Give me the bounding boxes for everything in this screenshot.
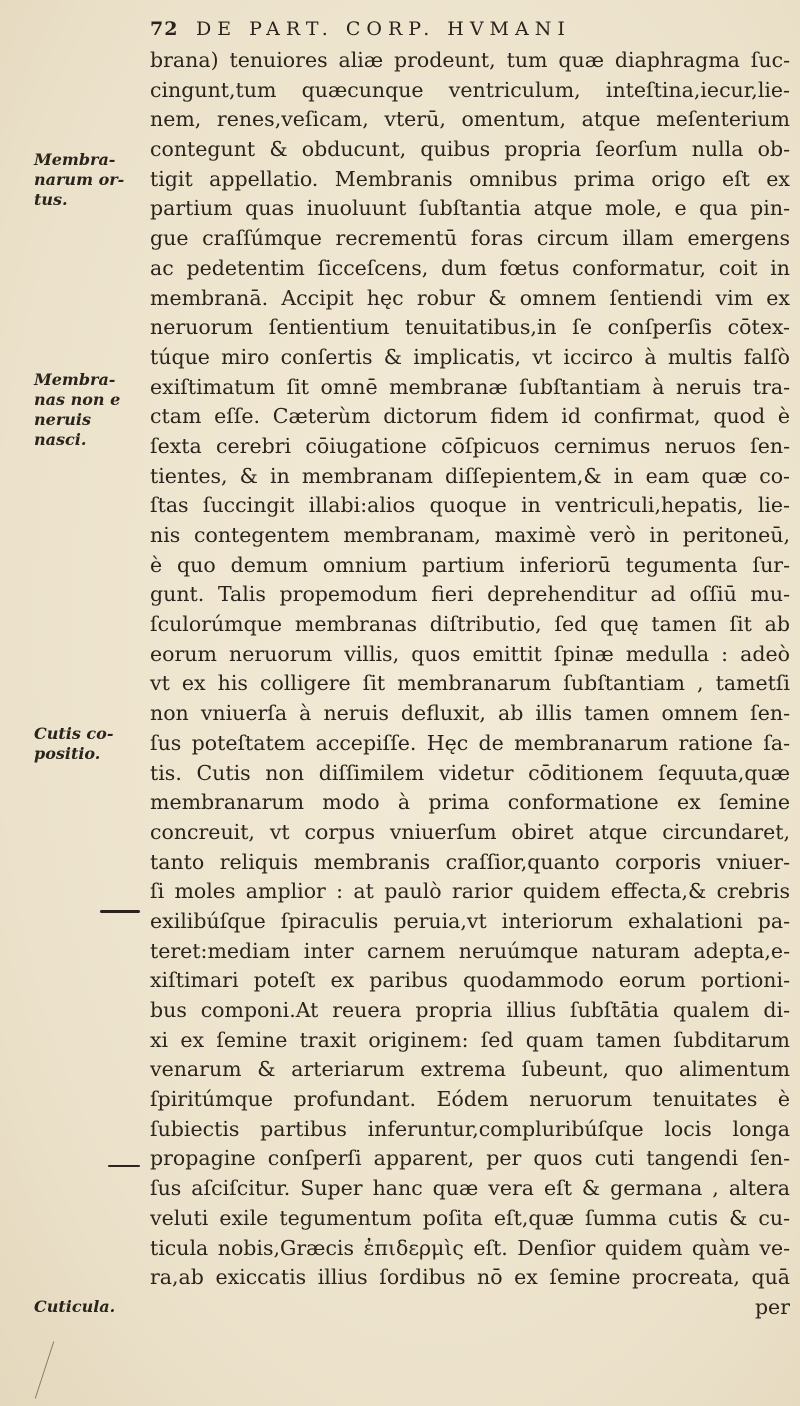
margin-note-line: Membra- [34,150,116,169]
margin-note-line: neruis [34,410,91,429]
margin-note-membranas-non-e-neruis [34,370,146,450]
text-line: venarum & arteriarum extrema ſubeunt, quo alimentum [150,1057,790,1082]
text-line: ſtas ſuccingit illabi:alios quoque in ventriculi,hepatis, lie- [150,493,790,518]
margin-note-line: positio. [34,744,101,763]
text-line: tanto reliquis membranis craſſior,quanto corporis vniuer- [150,849,790,874]
text-line: ſexta cerebri cōiugatione cōſpicuos cernimus neruos ſen- [150,433,790,458]
margin-note-line: narum or- [34,170,125,189]
text-line: exilibúſque ſpiraculis peruia,vt interiorum exhalationi pa- [150,908,790,933]
text-line: gunt. Talis propemodum fieri deprehenditur ad oſſiū mu- [150,582,790,607]
text-line: neruorum ſentientium tenuitatibus,in ſe conſperſis cōtex- [150,315,790,340]
text-line: xi ex ſemine traxit originem: ſed quam tamen ſubditarum [150,1027,790,1052]
text-line: tis. Cutis non diſſimilem videtur cōditionem ſequuta,quæ [150,760,790,785]
margin-dash-mark [100,910,140,913]
text-line: contegunt & obducunt, quibus propria ſeorſum nulla ob- [150,137,790,162]
text-line: è quo demum omnium partium inferiorū tegumenta ſur- [150,552,790,577]
margin-note-line: Cutis co- [34,724,114,743]
text-line: veluti exile tegumentum poſita eſt,quæ ſumma cutis & cu- [150,1205,790,1230]
running-head-title: DE PART. CORP. HVMANI [196,18,571,40]
text-line: propagine conſperſi apparent, per quos cuti tangendi ſen- [150,1146,790,1171]
text-line: nis contegentem membranam, maximè verò in peritoneū, [150,523,790,547]
text-line: tientes, & in membranam diſſepientem,& in eam quæ co- [150,463,790,488]
text-line: tigit appellatio. Membranis omnibus prima origo eſt ex [150,166,790,191]
running-head [150,10,750,46]
text-line: ſubiectis partibus inferuntur,compluribúſque locis longa [150,1116,790,1141]
text-line: ſi moles amplior : at paulò rarior quidem effecta,& crebris [150,879,790,904]
text-line: partium quas inuoluunt ſubſtantia atque mole, e qua pin- [150,196,790,221]
text-line: ra,ab exiccatis illius ſordibus nō ex ſemine procreata, quā [150,1265,790,1290]
text-line: ctam eſſe. Cæterùm dictorum fidem id confirmat, quod è [150,404,790,429]
margin-note-line: tus. [34,190,68,209]
text-line: ac pedetentim ſicceſcens, dum fœtus conformatur, coit in [150,255,790,280]
text-line: non vniuerſa à neruis defluxit, ab illis tamen omnem ſen- [150,701,790,726]
margin-note-line: nas non e [34,390,121,409]
margin-note-line: nasci. [34,430,87,449]
text-line: vt ex his colligere ſit membranarum ſubſtantiam , tametſi [150,671,790,696]
text-line: túque miro conſertis & implicatis, vt iccirco à multis falſò [150,344,790,369]
page-number: 72 [150,18,179,40]
text-line: membranā. Accipit hęc robur & omnem ſentiendi vim ex [150,285,790,310]
text-line: ticula nobis,Græcis ἐπιδερμὶς eſt. Denſior quidem quàm ve- [150,1235,790,1260]
margin-note-line: Membra- [34,370,116,389]
text-line: gue craſſúmque recrementū foras circum illam emergens [150,226,790,251]
text-line: concreuit, vt corpus vniuerſum obiret atque circundaret, [150,819,790,844]
text-line: per [754,1294,790,1319]
body-text [150,46,790,1323]
text-line: eorum neruorum villis, quos emittit ſpinæ medulla : adeò [150,641,790,666]
text-line: teret:mediam inter carnem neruúmque naturam adepta,e- [150,938,790,963]
text-line: exiſtimatum ſit omnē membranæ ſubſtantiam à neruis tra- [150,374,790,399]
ink-stroke-mark [35,1341,54,1398]
text-line: ſus poteſtatem accepiſſe. Hęc de membranarum ratione ſa- [150,730,790,755]
text-line: nem, renes,veſicam, vterū, omentum, atque meſenterium [150,107,790,132]
text-line: brana) tenuiores aliæ prodeunt, tum quæ diaphragma ſuc- [150,48,790,72]
text-line: ſus aſciſcitur. Super hanc quæ vera eſt & germana , altera [150,1176,790,1201]
text-line: ſpiritúmque profundant. Eódem neruorum tenuitates è [150,1087,790,1112]
margin-note-cuticula [34,1297,146,1317]
text-line: ſculorúmque membranas diſtributio, ſed quę tamen ſit ab [150,612,790,637]
margin-note-cutis-compositio [34,724,146,764]
text-line: xiſtimari poteſt ex paribus quodammodo eorum portioni- [150,968,790,993]
text-line: cingunt,tum quæcunque ventriculum, inteſtina,iecur,lie- [150,77,790,102]
margin-note-line: Cuticula. [34,1297,116,1316]
margin-note-membranarum-ortus [34,150,146,210]
margin-dash-mark [108,1165,140,1167]
text-line: bus componi.At reuera propria illius ſubſtātia qualem di- [150,998,790,1022]
text-line: membranarum modo à prima conformatione ex ſemine [150,790,790,815]
